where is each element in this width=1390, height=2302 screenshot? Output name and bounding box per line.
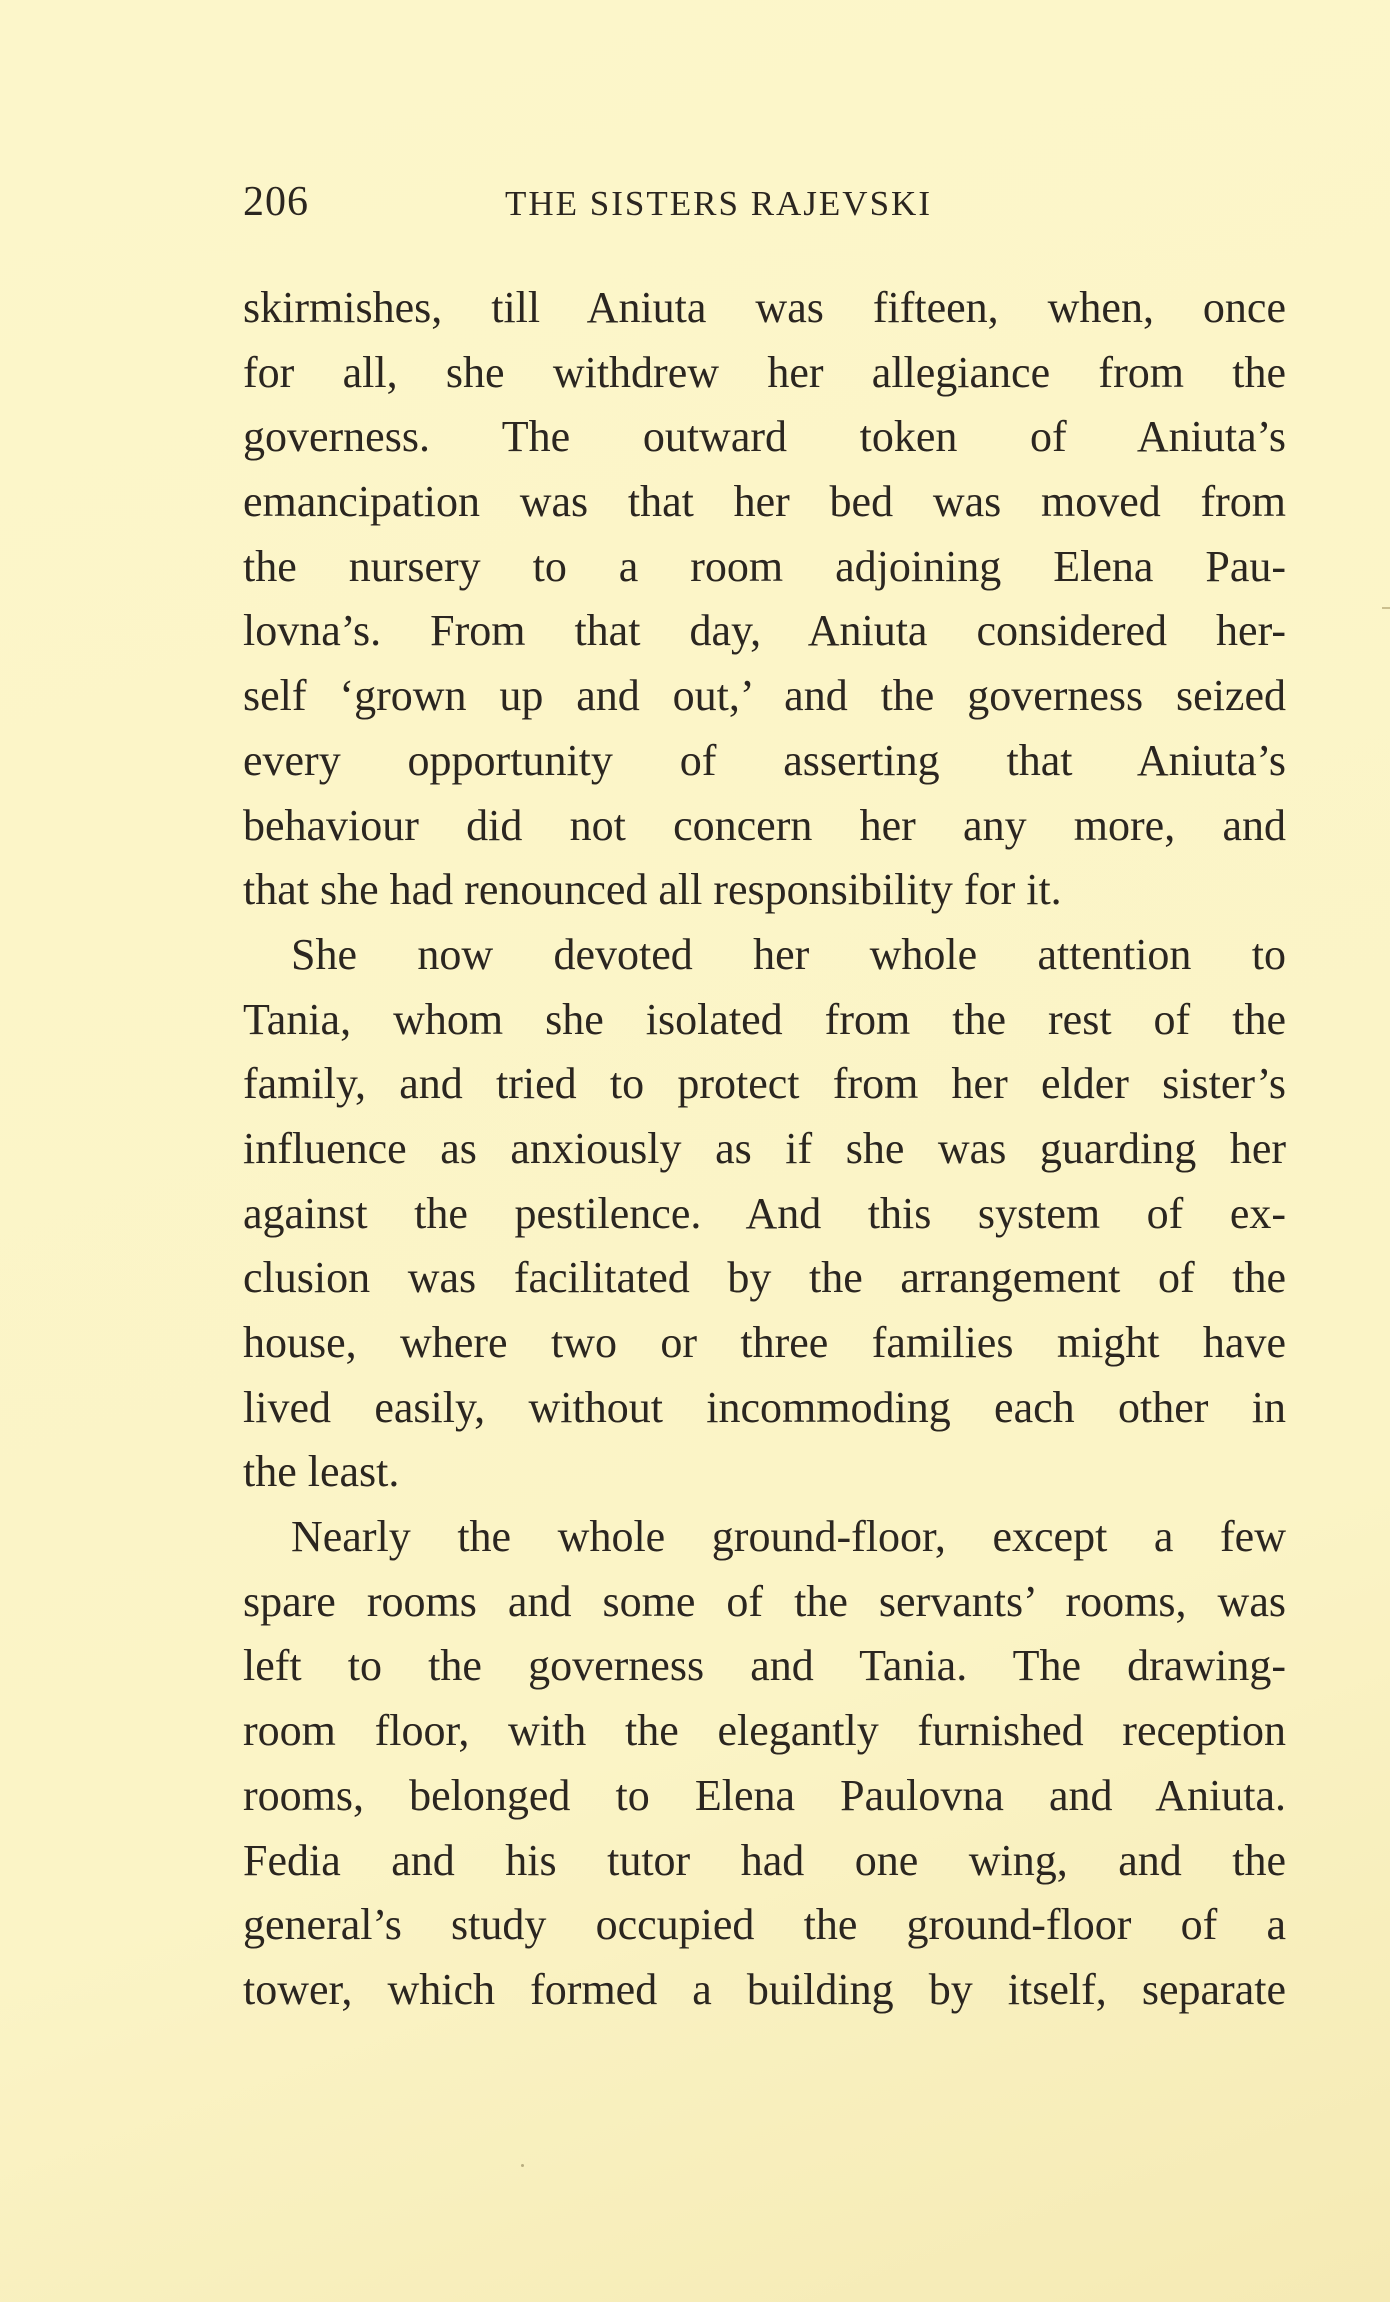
paragraph: [243, 1505, 1286, 2023]
text-line: Nearly the whole ground-floor, except a few: [291, 1512, 1286, 1562]
text-line: against the pestilence. And this system of ex-: [243, 1188, 1286, 1238]
text-line: clusion was facilitated by the arrangement of the: [243, 1253, 1286, 1303]
text-line: Fedia and his tutor had one wing, and the: [243, 1835, 1286, 1885]
text-line: influence as anxiously as if she was guarding her: [243, 1123, 1286, 1173]
text-line: behaviour did not concern her any more, and: [243, 800, 1286, 850]
text-line: governess. The outward token of Aniuta’s: [243, 412, 1286, 462]
paragraph: [243, 276, 1286, 923]
body-text: [243, 276, 1286, 2023]
running-title: THE SISTERS RAJEVSKI: [505, 184, 932, 223]
text-line: skirmishes, till Aniuta was fifteen, when, once: [243, 283, 1286, 332]
text-line: general’s study occupied the ground-floor of a: [243, 1900, 1286, 1950]
text-line: self ‘grown up and out,’ and the governess seized: [243, 671, 1286, 721]
text-line: that she had renounced all responsibility for it.: [243, 865, 1062, 915]
page-header: [243, 178, 1023, 248]
text-line: family, and tried to protect from her elder sister’s: [243, 1059, 1286, 1109]
text-line: for all, she withdrew her allegiance from the: [243, 347, 1286, 397]
text-line: rooms, belonged to Elena Paulovna and Aniuta.: [243, 1770, 1286, 1820]
text-line: the least.: [243, 1447, 400, 1497]
page-number: 206: [243, 179, 309, 225]
text-line: the nursery to a room adjoining Elena Pau-: [243, 541, 1286, 591]
text-line: house, where two or three families might have: [243, 1318, 1286, 1367]
text-line: room floor, with the elegantly furnished reception: [243, 1706, 1286, 1756]
text-line: lovna’s. From that day, Aniuta considered her-: [243, 606, 1286, 656]
text-line: tower, which formed a building by itself, separate: [243, 1964, 1286, 2014]
text-line: left to the governess and Tania. The drawing-: [243, 1641, 1286, 1691]
text-line: emancipation was that her bed was moved from: [243, 477, 1286, 527]
text-line: spare rooms and some of the servants’ rooms, was: [243, 1576, 1286, 1626]
text-line: every opportunity of asserting that Aniuta’s: [243, 735, 1286, 785]
text-line: She now devoted her whole attention to: [291, 929, 1286, 979]
text-line: Tania, whom she isolated from the rest of the: [243, 994, 1286, 1044]
paragraph: [243, 923, 1286, 1505]
page-edge-mark: [1382, 607, 1390, 609]
paper-speck: [521, 2164, 524, 2167]
text-line: lived easily, without incommoding each other in: [243, 1382, 1286, 1432]
